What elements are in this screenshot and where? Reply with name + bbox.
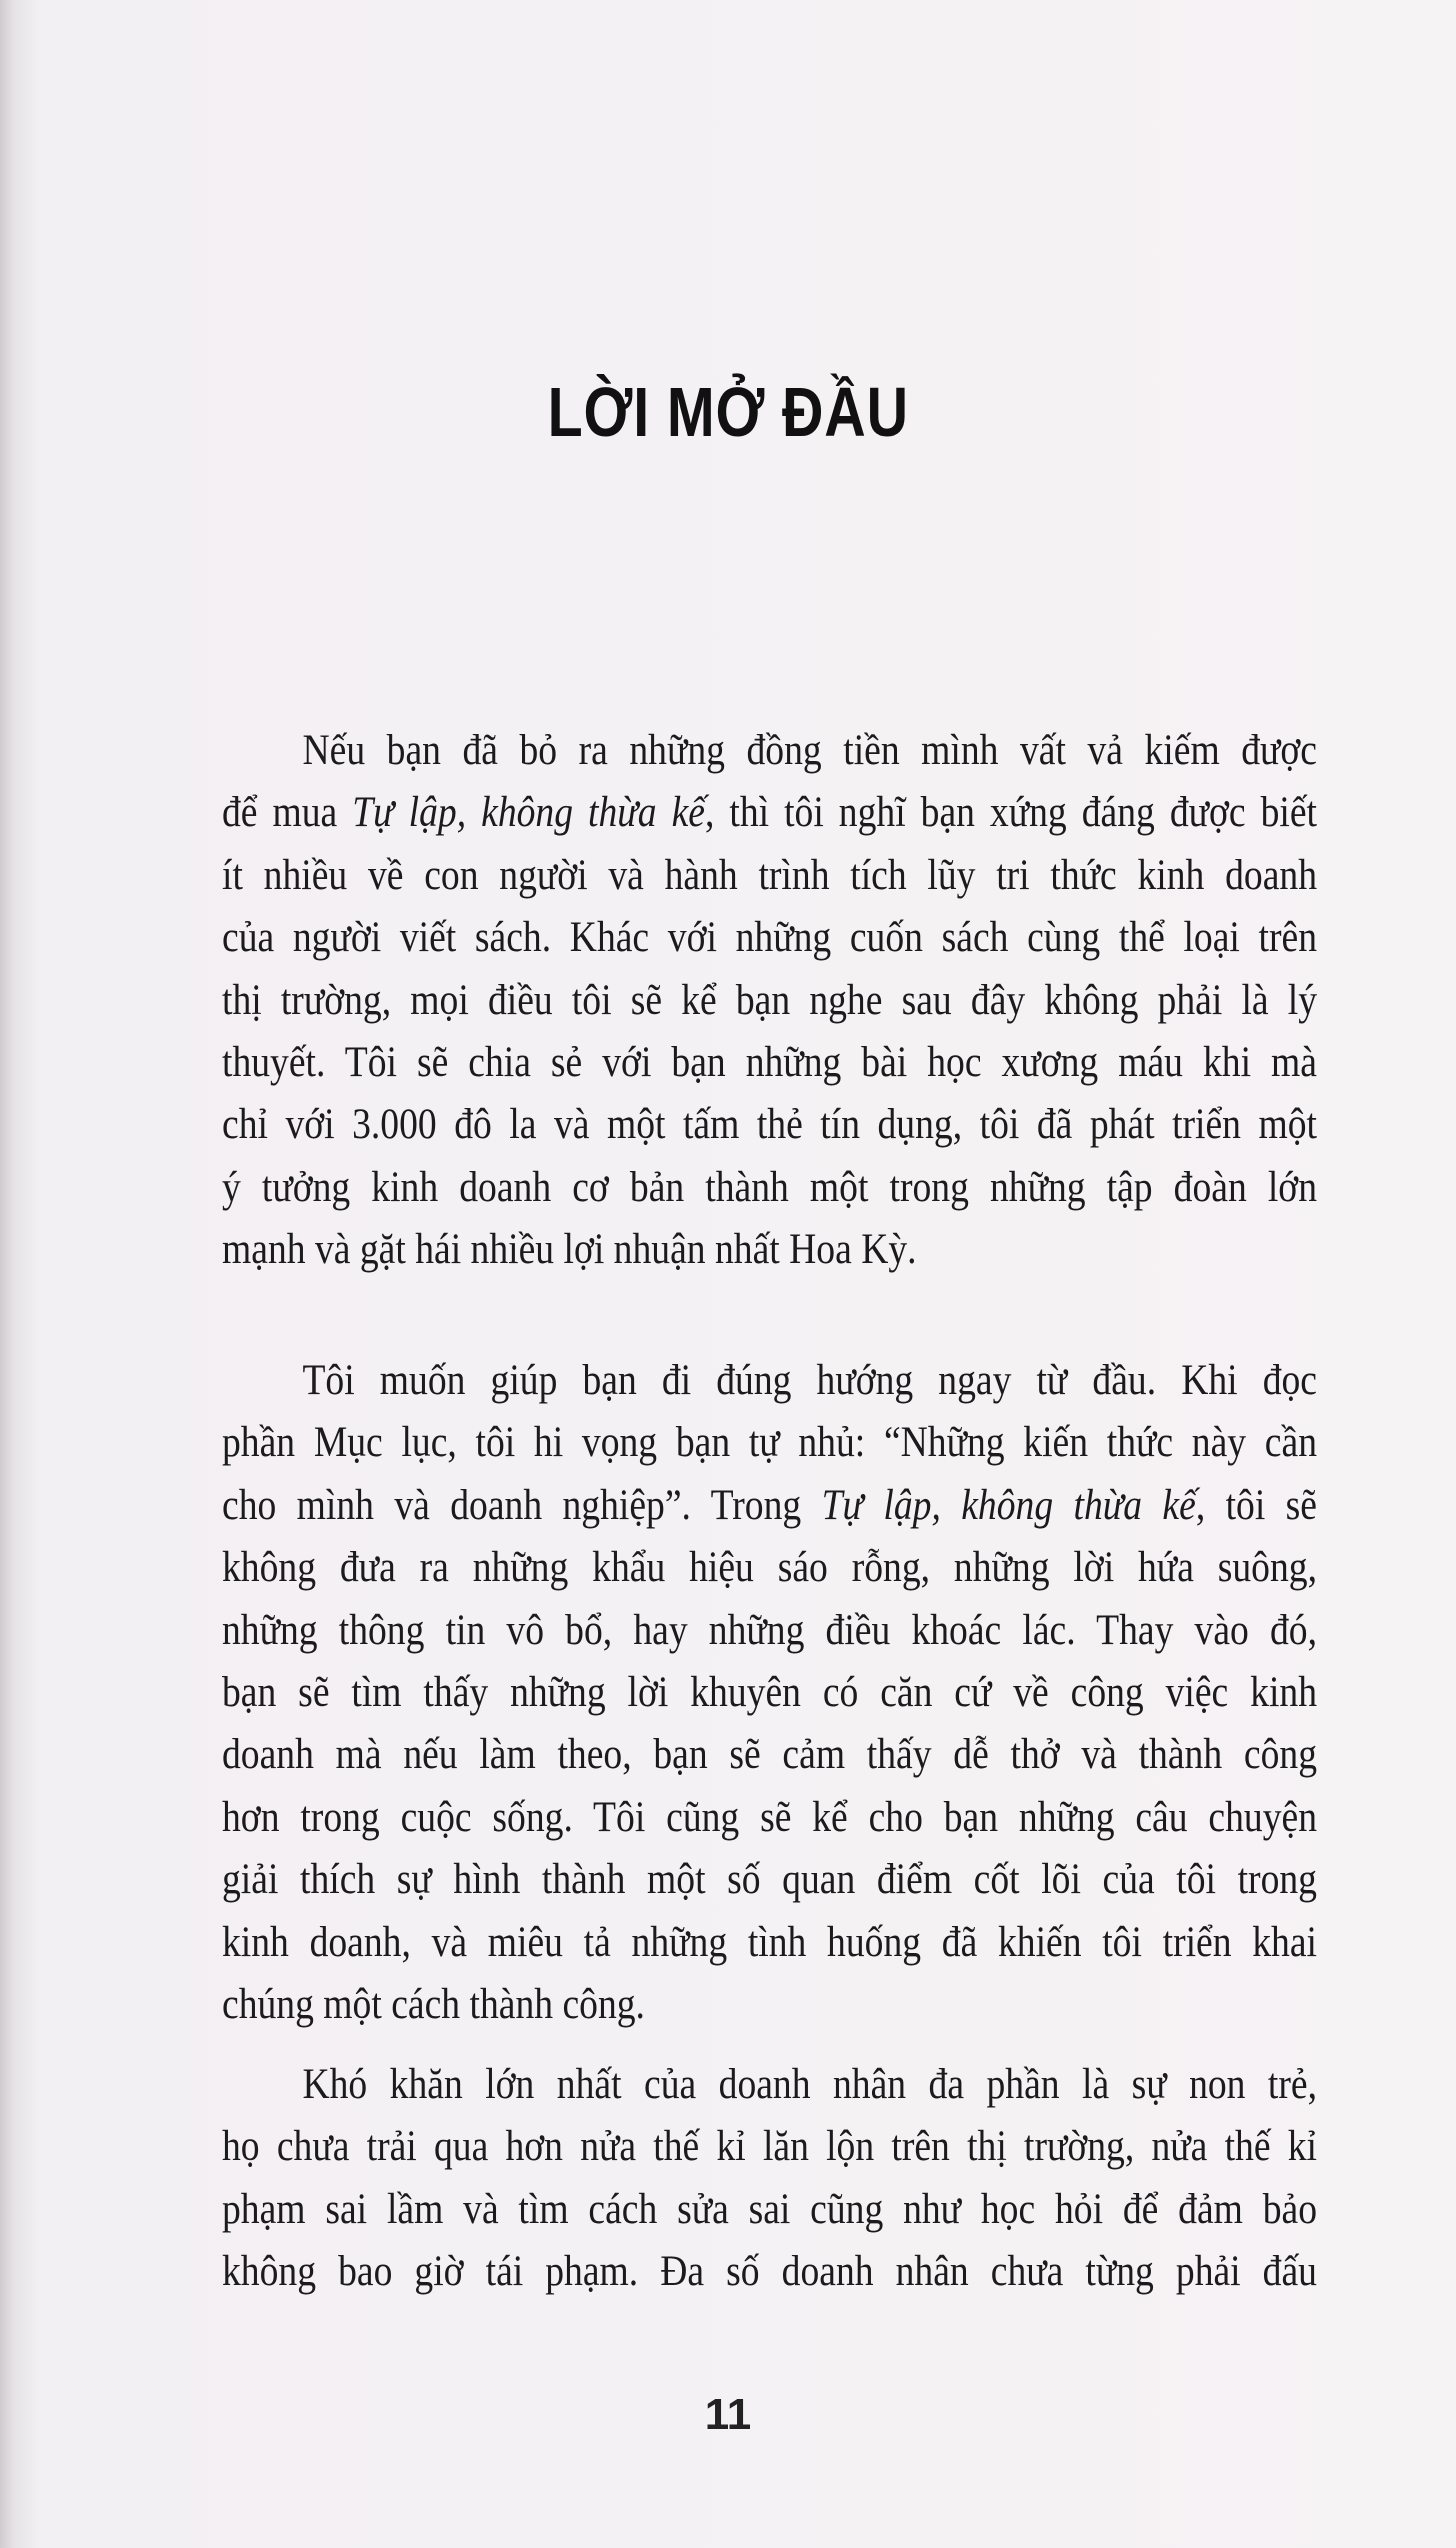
text-line	[222, 782, 1317, 844]
text-segment: họ chưa trải qua hơn nửa thế kỉ lăn lộn trên thị trường, nửa thế kỉ	[222, 2123, 1317, 2171]
text-line	[222, 1600, 1317, 1662]
text-line	[222, 1475, 1317, 1537]
text-segment: không bao giờ tái phạm. Đa số doanh nhân chưa từng phải đấu	[222, 2248, 1317, 2296]
text-segment: của người viết sách. Khác với những cuốn sách cùng thể loại trên	[222, 914, 1317, 962]
text-segment: bạn sẽ tìm thấy những lời khuyên có căn cứ về công việc kinh	[222, 1668, 1317, 1716]
text-segment: Khó khăn lớn nhất của doanh nhân đa phần là sự non trẻ,	[302, 2061, 1317, 2108]
text-segment: hơn trong cuộc sống. Tôi cũng sẽ kể cho bạn những câu chuyện	[222, 1793, 1317, 1841]
text-line	[222, 1537, 1317, 1599]
text-segment: doanh mà nếu làm theo, bạn sẽ cảm thấy dễ thở và thành công	[222, 1731, 1317, 1779]
text-segment: thuyết. Tôi sẽ chia sẻ với bạn những bài học xương máu khi mà	[222, 1038, 1317, 1086]
text-line	[222, 1849, 1317, 1911]
text-line	[222, 1724, 1317, 1786]
text-segment: mạnh và gặt hái nhiều lợi nhuận nhất Hoa Kỳ.	[222, 1226, 917, 1274]
text-segment: Tôi muốn giúp bạn đi đúng hướng ngay từ đầu. Khi đọc	[302, 1357, 1317, 1404]
paragraph-1	[222, 720, 1317, 1282]
text-segment: để mua	[222, 789, 353, 837]
page-number: 11	[704, 2390, 752, 2439]
text-line	[222, 845, 1317, 907]
text-line	[222, 1662, 1317, 1724]
text-line	[222, 907, 1317, 969]
text-line	[222, 1350, 1317, 1412]
text-line	[222, 1912, 1317, 1974]
text-line	[222, 2054, 1317, 2116]
text-segment: kinh doanh, và miêu tả những tình huống đã khiến tôi triển khai	[222, 1918, 1317, 1966]
text-line	[222, 970, 1317, 1032]
text-line	[222, 1219, 1317, 1281]
text-segment: giải thích sự hình thành một số quan điểm cốt lõi của tôi trong	[222, 1856, 1317, 1904]
book-title-italic: Tự lập, không thừa kế	[352, 789, 705, 837]
chapter-title	[0, 372, 1456, 452]
text-segment: phạm sai lầm và tìm cách sửa sai cũng như học hỏi để đảm bảo	[222, 2185, 1317, 2233]
text-segment: chỉ với 3.000 đô la và một tấm thẻ tín dụng, tôi đã phát triển một	[222, 1101, 1317, 1149]
text-segment: ý tưởng kinh doanh cơ bản thành một trong những tập đoàn lớn	[222, 1163, 1317, 1211]
text-segment: những thông tin vô bổ, hay những điều khoác lác. Thay vào đó,	[222, 1606, 1317, 1654]
text-line	[222, 1787, 1317, 1849]
text-line	[222, 2241, 1317, 2303]
book-title-italic: Tự lập, không thừa kế	[821, 1481, 1196, 1529]
text-segment: chúng một cách thành công.	[222, 1980, 645, 2028]
text-segment: Nếu bạn đã bỏ ra những đồng tiền mình vất vả kiếm được	[302, 727, 1317, 774]
text-line	[222, 720, 1317, 782]
text-line	[222, 2116, 1317, 2178]
text-line	[222, 1157, 1317, 1219]
text-line	[222, 1094, 1317, 1156]
text-segment: thị trường, mọi điều tôi sẽ kể bạn nghe sau đây không phải là lý	[222, 976, 1317, 1024]
text-segment: cho mình và doanh nghiệp”. Trong	[222, 1481, 822, 1529]
text-segment: ít nhiều về con người và hành trình tích lũy tri thức kinh doanh	[222, 851, 1317, 899]
text-line	[222, 2179, 1317, 2241]
text-segment: không đưa ra những khẩu hiệu sáo rỗng, những lời hứa suông,	[222, 1544, 1317, 1592]
text-line	[222, 1032, 1317, 1094]
text-line	[222, 1974, 1317, 2036]
text-segment: , thì tôi nghĩ bạn xứng đáng được biết	[704, 789, 1317, 837]
paragraph-3	[222, 2054, 1317, 2304]
text-line	[222, 1412, 1317, 1474]
text-segment: phần Mục lục, tôi hi vọng bạn tự nhủ: “Những kiến thức này cần	[222, 1419, 1317, 1467]
text-segment: , tôi sẽ	[1195, 1481, 1317, 1529]
paragraph-2	[222, 1350, 1317, 2036]
chapter-title-text: LỜI MỞ ĐẦU	[547, 373, 909, 451]
